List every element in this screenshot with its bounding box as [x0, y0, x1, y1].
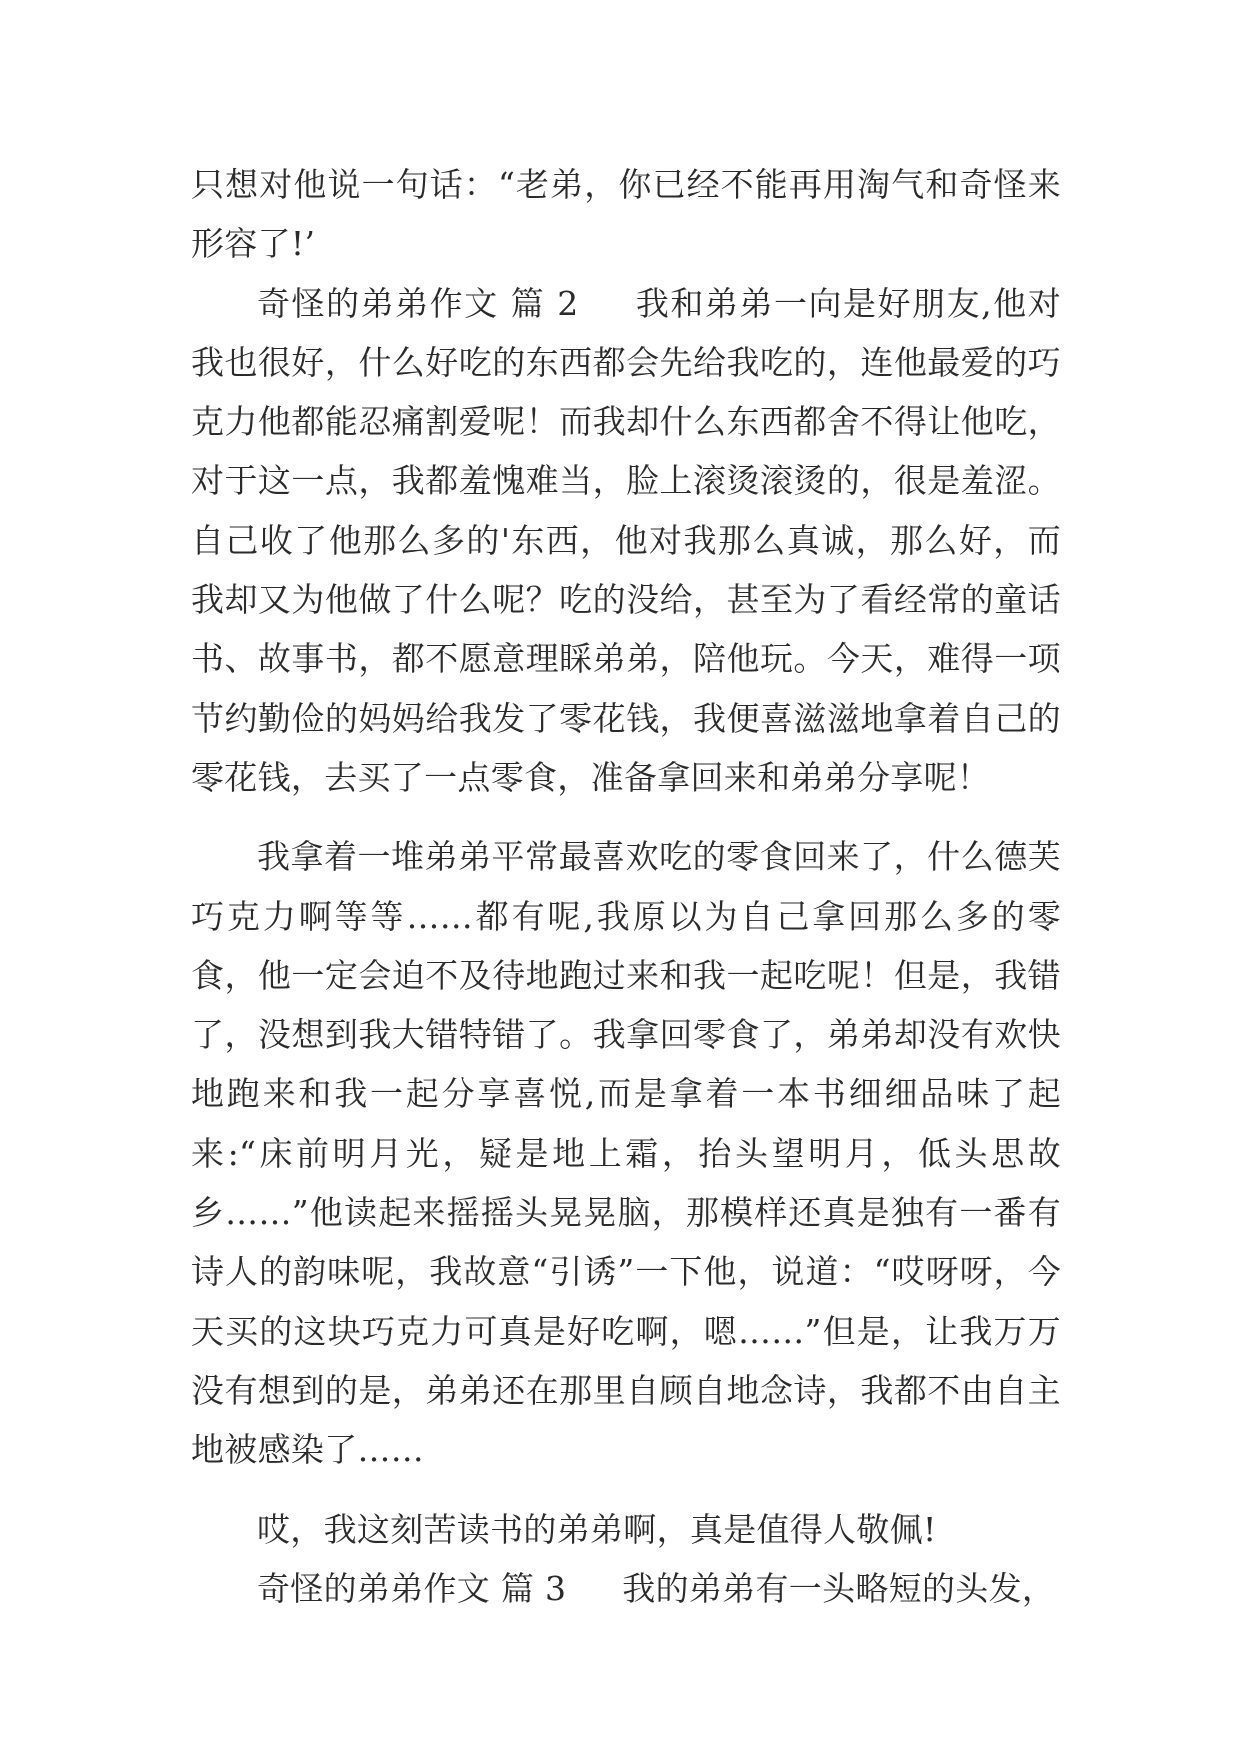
paragraph-essay-3-intro [191, 1559, 1061, 1618]
paragraph-closing-line: 只想对他说一句话：“老弟，你已经不能再用淘气和奇怪来形容了!’ [191, 165, 1061, 264]
essay-2-heading: 奇怪的弟弟作文 篇 2 [257, 283, 579, 323]
essay-2-text: 我和弟弟一向是好朋友,他对我也很好，什么好吃的东西都会先给我吃的，连他最爱的巧克力他都能忍痛割爱呢！而我却什么东西都舍不得让他吃，对于这一点，我都羞愧难当，脸上滚烫滚烫的，很是羞涩。自己收了他那么多的'东西，他对我那么真诚，那么好，而我却又为他做了什么呢？吃的没给，甚至为了看经常的童话书、故事书，都不愿意理睬弟弟，陪他玩。今天，难得一项节约勤俭的妈妈给我发了零花钱，我便喜滋滋地拿着自己的零花钱，去买了一点零食，准备拿回来和弟弟分享呢！ [191, 283, 1061, 797]
paragraph-essay-2-body: 我拿着一堆弟弟平常最喜欢吃的零食回来了，什么德芙巧克力啊等等……都有呢,我原以为自己拿回那么多的零食，他一定会迫不及待地跑过来和我一起吃呢！但是，我错了，没想到我大错特错了。我拿回零食了，弟弟却没有欢快地跑来和我一起分享喜悦,而是拿着一本书细细品味了起来:“床前明月光，疑是地上霜，抬头望明月，低头思故乡……”他读起来摇摇头晃晃脑，那模样还真是独有一番有诗人的韵味呢，我故意“引诱”一下他，说道：“哎呀呀，今天买的这块巧克力可真是好吃啊，嗯……”但是，让我万万没有想到的是，弟弟还在那里自顾自地念诗，我都不由自主地被感染了…… [191, 837, 1061, 1470]
essay-3-heading: 奇怪的弟弟作文 篇 3 [257, 1568, 567, 1608]
paragraph-essay-2-ending: 哎，我这刻苦读书的弟弟啊，真是值得人敬佩! [257, 1509, 937, 1549]
paragraph-essay-2-intro [191, 274, 1061, 808]
document-body [191, 155, 1061, 1618]
essay-3-text: 我的弟弟有一头略短的头发， [622, 1568, 1056, 1608]
